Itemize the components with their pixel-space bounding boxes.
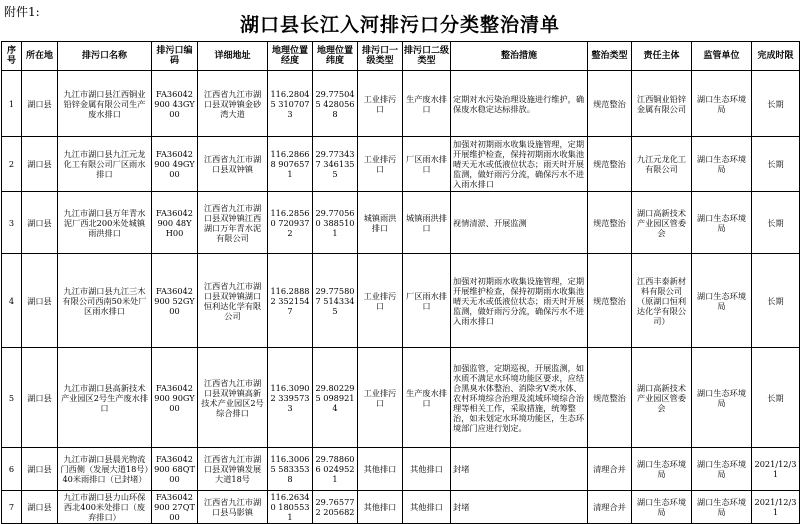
header-address: 详细地址 [198,42,268,71]
cell-address: 江西省九江市湖口县双钟镇金砂湾大道 [198,71,268,137]
cell-latitude: 29.770560 3885101 [313,192,358,254]
cell-code: FA36042900 52GY00 [152,254,198,348]
cell-longitude: 116.26340 1805531 [268,491,313,524]
cell-county: 湖口县 [22,192,58,254]
outlet-table [1,41,800,524]
cell-remediation-type: 规范整治 [588,192,632,254]
cell-owner: 江西铜业铅锌金属有限公司 [632,71,692,137]
cell-no: 4 [2,254,22,348]
cell-measure: 加强对初期雨水收集设施管理，定期开展维护检查，保持初期雨水收集池晴天无水或低液位状态；雨天时开展监测，做好雨污分流，确保污水不进入雨水排口 [451,137,588,192]
cell-longitude: 116.28668 9076571 [268,137,313,192]
cell-longitude: 116.28560 7209372 [268,192,313,254]
cell-owner: 湖口高新技术产业园区管委会 [632,348,692,448]
header-type2: 排污口二级类型 [403,42,451,71]
cell-owner: 湖口生态环境局 [632,448,692,491]
cell-name: 九江市湖口县高新技术产业园区2号生产废水排口 [58,348,152,448]
cell-name: 九江市湖口县万年青水泥厂西北200米处城镇雨洪排口 [58,192,152,254]
cell-longitude: 116.30065 5833538 [268,448,313,491]
cell-deadline: 长期 [752,71,800,137]
cell-name: 九江市湖口县江西铜业铅锌金属有限公司生产废水排口 [58,71,152,137]
cell-remediation-type: 清理合并 [588,491,632,524]
cell-code: FA36042900 49GY00 [152,137,198,192]
cell-deadline: 2021/12/31 [752,491,800,524]
header-no: 序号 [2,42,22,71]
table-row [2,348,800,448]
cell-latitude: 29.802295 0989214 [313,348,358,448]
header-longitude: 地理位置经度 [268,42,313,71]
cell-county: 湖口县 [22,348,58,448]
cell-type1: 工业排污口 [358,348,403,448]
cell-type2: 生产废水排口 [403,348,451,448]
cell-type2: 其他排口 [403,491,451,524]
cell-owner: 九江元龙化工有限公司 [632,137,692,192]
cell-supervisor: 湖口生态环境局 [692,137,752,192]
cell-code: FA36042900 48YH00 [152,192,198,254]
header-supervisor: 监管单位 [692,42,752,71]
cell-deadline: 长期 [752,348,800,448]
cell-no: 1 [2,71,22,137]
cell-latitude: 29.788606 0249521 [313,448,358,491]
header-deadline: 完成时限 [752,42,800,71]
cell-longitude: 116.28045 3107073 [268,71,313,137]
cell-address: 江西省九江市湖口县双钟镇湖口恒利达化学有限公司 [198,254,268,348]
cell-county: 湖口县 [22,71,58,137]
cell-type1: 其他排口 [358,448,403,491]
cell-county: 湖口县 [22,448,58,491]
cell-address: 江西省九江市湖口县双钟镇 [198,137,268,192]
cell-measure: 封堵 [451,491,588,524]
cell-measure: 视情清淤、开展监测 [451,192,588,254]
header-name: 排污口名称 [58,42,152,71]
cell-latitude: 29.775807 5143345 [313,254,358,348]
header-code: 排污口编码 [152,42,198,71]
cell-no: 6 [2,448,22,491]
cell-type1: 工业排污口 [358,137,403,192]
cell-supervisor: 湖口生态环境局 [692,491,752,524]
table-row [2,192,800,254]
header-latitude: 地理位置纬度 [313,42,358,71]
cell-name: 九江市湖口县九江元龙化工有限公司厂区雨水排口 [58,137,152,192]
table-row [2,137,800,192]
page-title: 湖口县长江入河排污口分类整治清单 [239,14,560,36]
cell-type2: 其他排口 [403,448,451,491]
cell-latitude: 29.765772 205682 [313,491,358,524]
cell-code: FA36042900 43GY00 [152,71,198,137]
cell-supervisor: 湖口生态环境局 [692,71,752,137]
cell-name: 九江市湖口县九江三木有限公司西南50米处厂区雨水排口 [58,254,152,348]
table-row [2,71,800,137]
cell-no: 2 [2,137,22,192]
cell-supervisor: 湖口生态环境局 [692,448,752,491]
cell-supervisor: 湖口生态环境局 [692,348,752,448]
cell-no: 7 [2,491,22,524]
cell-deadline: 长期 [752,254,800,348]
cell-measure: 加强监管，定期巡视，开展监测，如水质不满足水环境功能区要求，应结合黑臭水体整治、消除劣V类水体、农村环境综合治理及流域环境综合治理等相关工作，采取措施，统筹整治，如未划定水环境功能区，生态环境部门应进行划定。 [451,348,588,448]
cell-longitude: 116.30902 3395733 [268,348,313,448]
cell-type2: 厂区雨水排口 [403,254,451,348]
header-county: 所在地 [22,42,58,71]
cell-longitude: 116.28882 3521547 [268,254,313,348]
cell-address: 江西省九江市湖口县双钟镇江西湖口万年青水泥有限公司 [198,192,268,254]
cell-deadline: 长期 [752,137,800,192]
cell-owner: 湖口高新技术产业园区管委会 [632,192,692,254]
cell-no: 5 [2,348,22,448]
table-row [2,254,800,348]
cell-remediation-type: 清理合并 [588,448,632,491]
cell-remediation-type: 规范整治 [588,254,632,348]
cell-county: 湖口县 [22,137,58,192]
cell-county: 湖口县 [22,491,58,524]
cell-measure: 定期对水污染治理设施进行维护，确保废水稳定达标排放。 [451,71,588,137]
cell-code: FA36042900 27QT00 [152,491,198,524]
header-remediation-type: 整治类型 [588,42,632,71]
cell-type2: 城镇雨洪排口 [403,192,451,254]
table-header-row [2,42,800,71]
cell-name: 九江市湖口县晨光物流门西侧（发展大道18号）40米雨排口（已封堵） [58,448,152,491]
cell-deadline: 长期 [752,192,800,254]
cell-type1: 工业排污口 [358,71,403,137]
cell-owner: 江西丰泰新材料有限公司（原湖口恒利达化学有限公司） [632,254,692,348]
cell-owner: 湖口生态环境局 [632,491,692,524]
cell-measure: 封堵 [451,448,588,491]
cell-deadline: 2021/12/31 [752,448,800,491]
cell-name: 九江市湖口县力山环保西北400米处排口（废弃排口） [58,491,152,524]
cell-remediation-type: 规范整治 [588,71,632,137]
table-row [2,448,800,491]
cell-latitude: 29.775045 4280568 [313,71,358,137]
cell-type1: 其他排口 [358,491,403,524]
cell-code: FA36042900 68QT00 [152,448,198,491]
cell-remediation-type: 规范整治 [588,348,632,448]
header-owner: 责任主体 [632,42,692,71]
header-type1: 排污口一级类型 [358,42,403,71]
cell-remediation-type: 规范整治 [588,137,632,192]
cell-code: FA36042900 90GY00 [152,348,198,448]
cell-county: 湖口县 [22,254,58,348]
cell-type2: 生产废水排口 [403,71,451,137]
cell-type1: 工业排污口 [358,254,403,348]
cell-measure: 加强对初期雨水收集设施管理，定期开展维护检查，保持初期雨水收集池晴天无水或低液位状态；雨天时开展监测，做好雨污分流，确保污水不进入雨水排口 [451,254,588,348]
cell-type2: 厂区雨水排口 [403,137,451,192]
cell-address: 江西省九江市湖口县马影镇 [198,491,268,524]
header-measure: 整治措施 [451,42,588,71]
cell-type1: 城镇雨洪排口 [358,192,403,254]
cell-supervisor: 湖口生态环境局 [692,192,752,254]
cell-no: 3 [2,192,22,254]
cell-address: 江西省九江市湖口县双钟镇发展大道18号 [198,448,268,491]
cell-latitude: 29.773437 3461355 [313,137,358,192]
cell-supervisor: 湖口生态环境局 [692,254,752,348]
annex-label: 附件1: [4,5,40,19]
table-row [2,491,800,524]
cell-address: 江西省九江市湖口县双钟镇高新技术产业园区2号综合排口 [198,348,268,448]
